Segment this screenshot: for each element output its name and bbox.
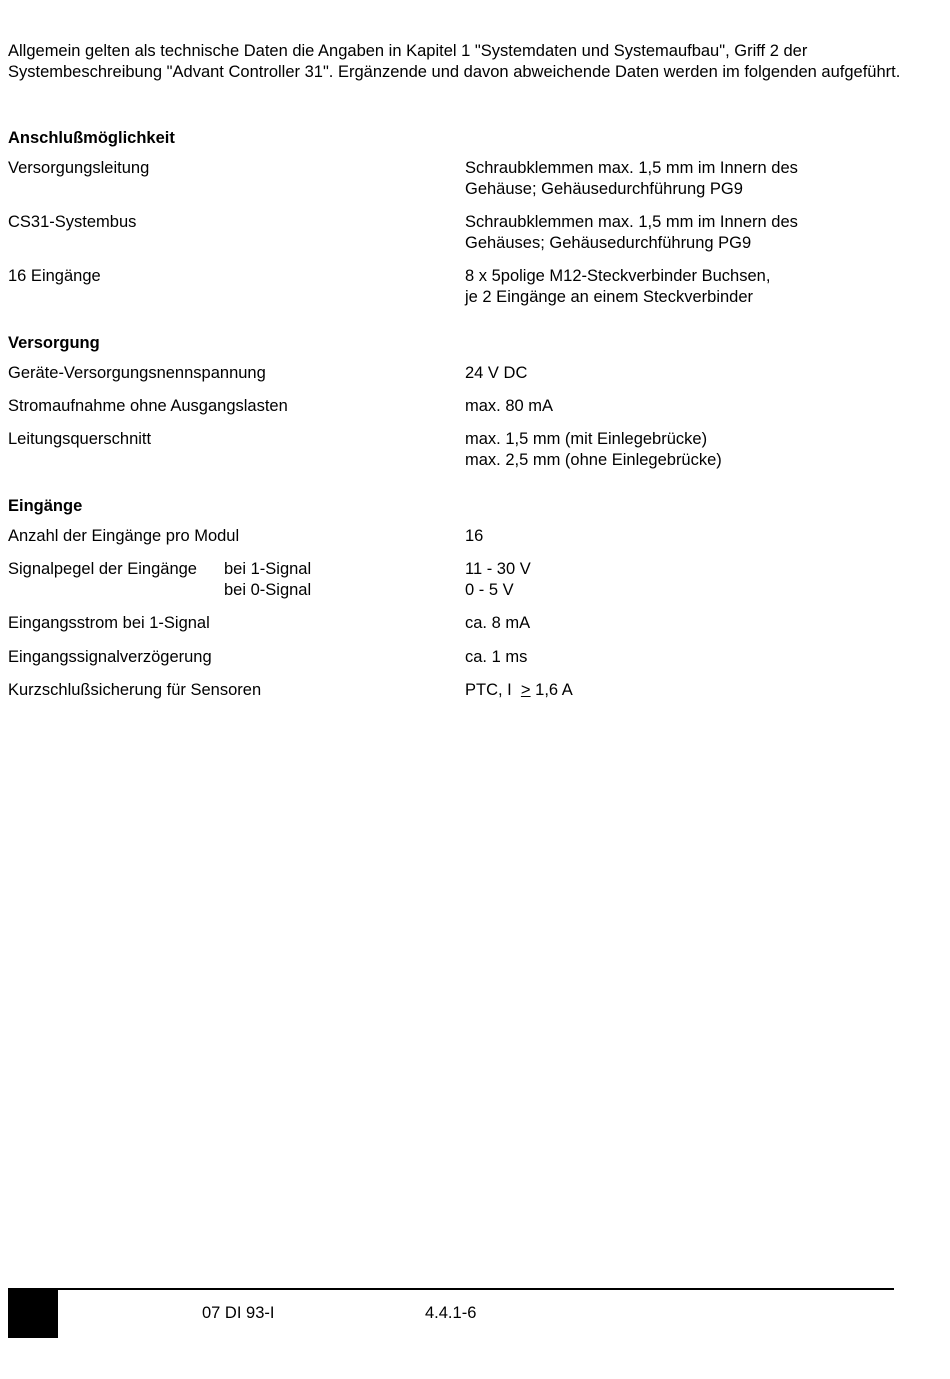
section-title-eingaenge: Eingänge bbox=[8, 497, 83, 515]
label-anzahl-eingaenge: Anzahl der Eingänge pro Modul bbox=[8, 527, 240, 545]
value-signalverzoegerung: ca. 1 ms bbox=[465, 648, 528, 666]
section-title-anschluss: Anschlußmöglichkeit bbox=[8, 129, 175, 147]
label-signalverzoegerung: Eingangssignalverzögerung bbox=[8, 648, 212, 666]
section-title-versorgung: Versorgung bbox=[8, 334, 100, 352]
label-versorgungsleitung: Versorgungsleitung bbox=[8, 159, 150, 177]
footer-rule bbox=[8, 1288, 894, 1290]
value-signalpegel-0: 0 - 5 V bbox=[465, 581, 514, 599]
footer-black-block bbox=[8, 1289, 58, 1338]
intro-paragraph: Allgemein gelten als technische Daten die Angaben in Kapitel 1 "Systemdaten und Systemaufbau", Griff 2 der Systembeschreibung "Advant Controller 31". Ergänzende und davon abweichende Daten werden im folgenden aufgeführt. bbox=[8, 42, 901, 81]
label-leitungsquerschnitt: Leitungsquerschnitt bbox=[8, 430, 152, 448]
footer-page-number: 4.4.1-6 bbox=[425, 1304, 477, 1322]
value-kurzschlusssicherung bbox=[465, 680, 573, 701]
value-kurzschluss-prefix: PTC, I bbox=[465, 681, 521, 699]
value-eingangsstrom: ca. 8 mA bbox=[465, 614, 531, 632]
value-versorgungsleitung-line1: Schraubklemmen max. 1,5 mm im Innern des bbox=[465, 159, 798, 177]
label-nennspannung: Geräte-Versorgungsnennspannung bbox=[8, 364, 266, 382]
value-leitungsquerschnitt-line1: max. 1,5 mm (mit Einlegebrücke) bbox=[465, 430, 708, 448]
label-16-eingaenge: 16 Eingänge bbox=[8, 267, 101, 285]
value-kurzschluss-suffix: 1,6 A bbox=[530, 681, 573, 699]
value-16-eingaenge-line2: je 2 Eingänge an einem Steckverbinder bbox=[465, 288, 754, 306]
value-signalpegel-1: 11 - 30 V bbox=[465, 560, 531, 578]
value-nennspannung: 24 V DC bbox=[465, 364, 528, 382]
label-cs31-systembus: CS31-Systembus bbox=[8, 213, 137, 231]
value-cs31-systembus-line1: Schraubklemmen max. 1,5 mm im Innern des bbox=[465, 213, 798, 231]
value-anzahl-eingaenge: 16 bbox=[465, 527, 484, 545]
value-versorgungsleitung-line2: Gehäuse; Gehäusedurchführung PG9 bbox=[465, 180, 743, 198]
label-kurzschlusssicherung: Kurzschlußsicherung für Sensoren bbox=[8, 681, 262, 699]
label-stromaufnahme: Stromaufnahme ohne Ausgangslasten bbox=[8, 397, 288, 415]
label-eingangsstrom: Eingangsstrom bei 1-Signal bbox=[8, 614, 210, 632]
value-leitungsquerschnitt-line2: max. 2,5 mm (ohne Einlegebrücke) bbox=[465, 451, 722, 469]
value-kurzschluss-symbol: > bbox=[520, 681, 531, 699]
footer-doc-id: 07 DI 93-I bbox=[202, 1304, 275, 1322]
label-signalpegel: Signalpegel der Eingänge bbox=[8, 560, 197, 578]
value-16-eingaenge-line1: 8 x 5polige M12-Steckverbinder Buchsen, bbox=[465, 267, 771, 285]
value-stromaufnahme: max. 80 mA bbox=[465, 397, 554, 415]
value-cs31-systembus-line2: Gehäuses; Gehäusedurchführung PG9 bbox=[465, 234, 752, 252]
sublabel-1-signal: bei 1-Signal bbox=[224, 560, 312, 578]
sublabel-0-signal: bei 0-Signal bbox=[224, 581, 312, 599]
